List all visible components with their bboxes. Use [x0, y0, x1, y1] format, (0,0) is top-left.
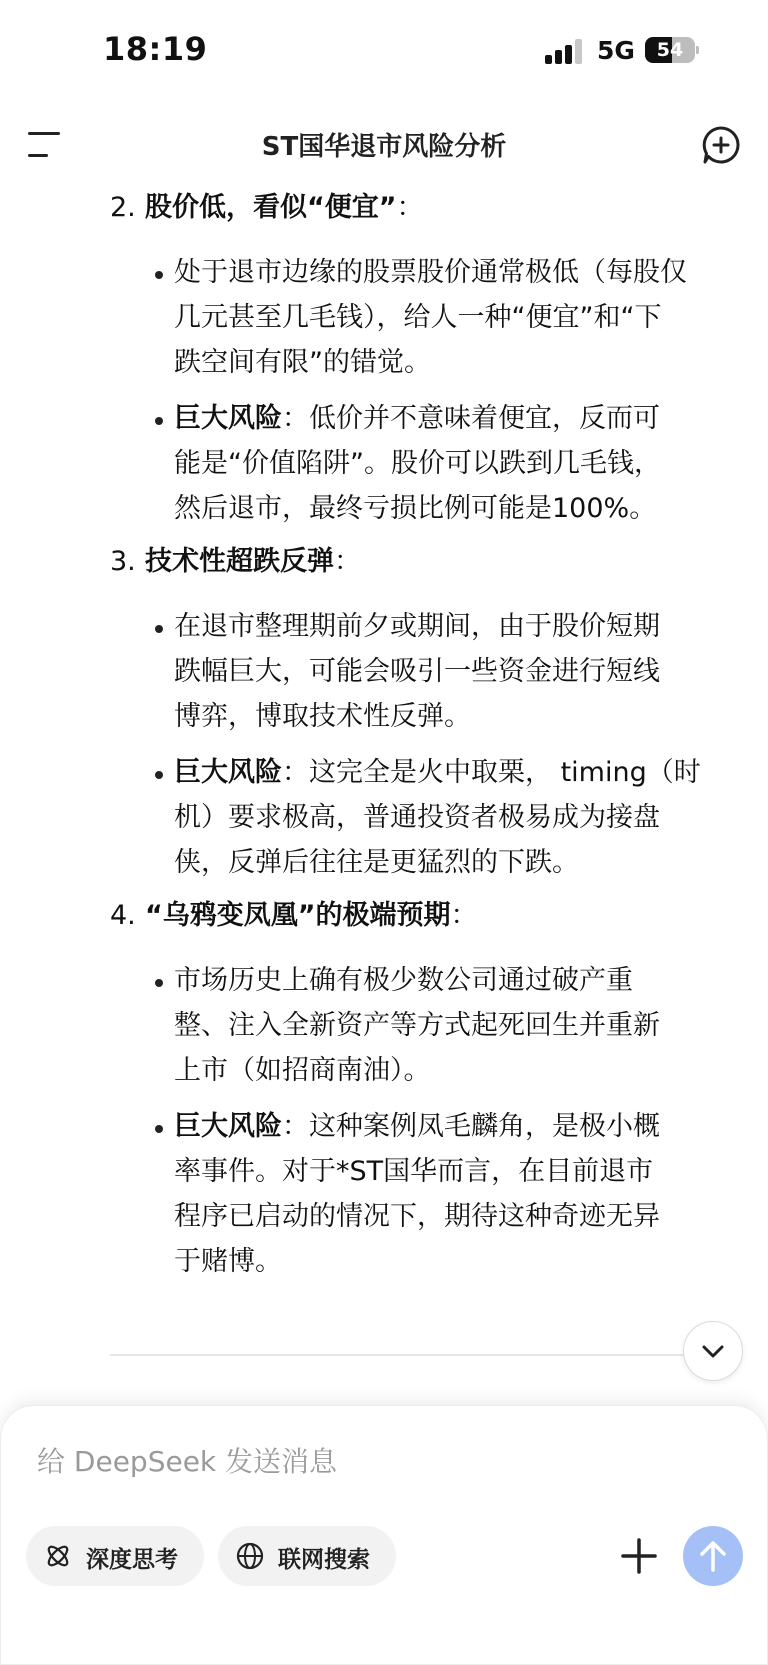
item-title — [145, 184, 424, 232]
web-search-label: 联网搜索 — [278, 1547, 370, 1573]
deep-think-button[interactable] — [26, 1526, 204, 1586]
message-composer — [0, 1405, 768, 1665]
atom-icon — [44, 1542, 72, 1570]
text-line: 几元甚至几毛钱），给人一种“便宜”和“下 — [174, 302, 662, 333]
bullet-dot — [155, 771, 163, 779]
text-line: 跌空间有限”的错觉。 — [174, 347, 431, 378]
text-line: 于赌博。 — [174, 1246, 282, 1277]
bullet-dot — [155, 271, 163, 279]
new-chat-icon[interactable] — [700, 124, 742, 166]
text-line: ：这完全是火中取栗， timing（时 — [282, 757, 701, 788]
item-title-text: 股价低，看似“便宜” — [145, 192, 397, 223]
send-button[interactable] — [683, 1526, 743, 1586]
status-bar — [0, 0, 768, 100]
bullet-dot — [155, 979, 163, 987]
item-title-colon: ： — [334, 546, 361, 577]
plus-icon[interactable] — [619, 1536, 659, 1576]
chat-title: ST国华退市风险分析 — [261, 132, 507, 162]
risk-label: 巨大风险 — [174, 757, 282, 788]
item-title — [145, 538, 361, 586]
item-title — [145, 892, 478, 940]
bullet-dot — [155, 625, 163, 633]
risk-label: 巨大风险 — [174, 403, 282, 434]
text-line: 博弈，博取技术性反弹。 — [174, 701, 471, 732]
bullet-text — [174, 396, 744, 531]
arrow-up-icon — [697, 1539, 729, 1573]
message-input[interactable] — [37, 1436, 717, 1486]
globe-icon — [236, 1542, 264, 1570]
text-line: 上市（如招商南油）。 — [174, 1055, 431, 1086]
item-number: 3. — [110, 546, 136, 577]
bullet-text — [174, 1104, 744, 1284]
text-line: 然后退市，最终亏损比例可能是100%。 — [174, 493, 657, 524]
deep-think-label: 深度思考 — [86, 1547, 178, 1573]
chat-header — [0, 110, 768, 180]
scroll-to-bottom-button[interactable] — [683, 1321, 743, 1381]
section-divider — [110, 1354, 710, 1356]
bullet-text — [174, 750, 744, 885]
text-line: 跌幅巨大，可能会吸引一些资金进行短线 — [174, 656, 660, 687]
text-line: 率事件。对于*ST国华而言，在目前退市 — [174, 1156, 654, 1187]
item-title-text: “乌鸦变凤凰”的极端预期 — [145, 900, 451, 931]
status-time: 18:19 — [103, 30, 208, 68]
text-line: 机）要求极高，普通投资者极易成为接盘 — [174, 802, 660, 833]
text-line: ：低价并不意味着便宜，反而可 — [282, 403, 660, 434]
battery-icon — [645, 37, 697, 63]
text-line: 市场历史上确有极少数公司通过破产重 — [174, 965, 633, 996]
risk-label: 巨大风险 — [174, 1111, 282, 1142]
chevron-down-icon — [700, 1340, 726, 1362]
cellular-signal-icon — [545, 38, 583, 64]
bullet-text — [174, 604, 744, 739]
text-line: 整、注入全新资产等方式起死回生并重新 — [174, 1010, 660, 1041]
item-title-text: 技术性超跌反弹 — [145, 546, 334, 577]
text-line: ：这种案例凤毛麟角，是极小概 — [282, 1111, 660, 1142]
item-title-colon: ： — [450, 900, 478, 931]
network-type: 5G — [597, 36, 635, 65]
text-line: 程序已启动的情况下，期待这种奇迹无异 — [174, 1201, 660, 1232]
text-line: 侠，反弹后往往是更猛烈的下跌。 — [174, 847, 579, 878]
battery-percent: 54 — [656, 39, 684, 61]
web-search-button[interactable] — [218, 1526, 396, 1586]
text-line: 能是“价值陷阱”。股价可以跌到几毛钱， — [174, 448, 661, 479]
item-number: 4. — [110, 900, 136, 931]
item-number: 2. — [110, 192, 136, 223]
text-line: 在退市整理期前夕或期间，由于股价短期 — [174, 611, 660, 642]
bullet-dot — [155, 417, 163, 425]
bullet-text — [174, 250, 744, 385]
bullet-text — [174, 958, 744, 1093]
text-line: 处于退市边缘的股票股价通常极低（每股仅 — [174, 257, 687, 288]
item-title-colon: ： — [396, 192, 424, 223]
bullet-dot — [155, 1125, 163, 1133]
